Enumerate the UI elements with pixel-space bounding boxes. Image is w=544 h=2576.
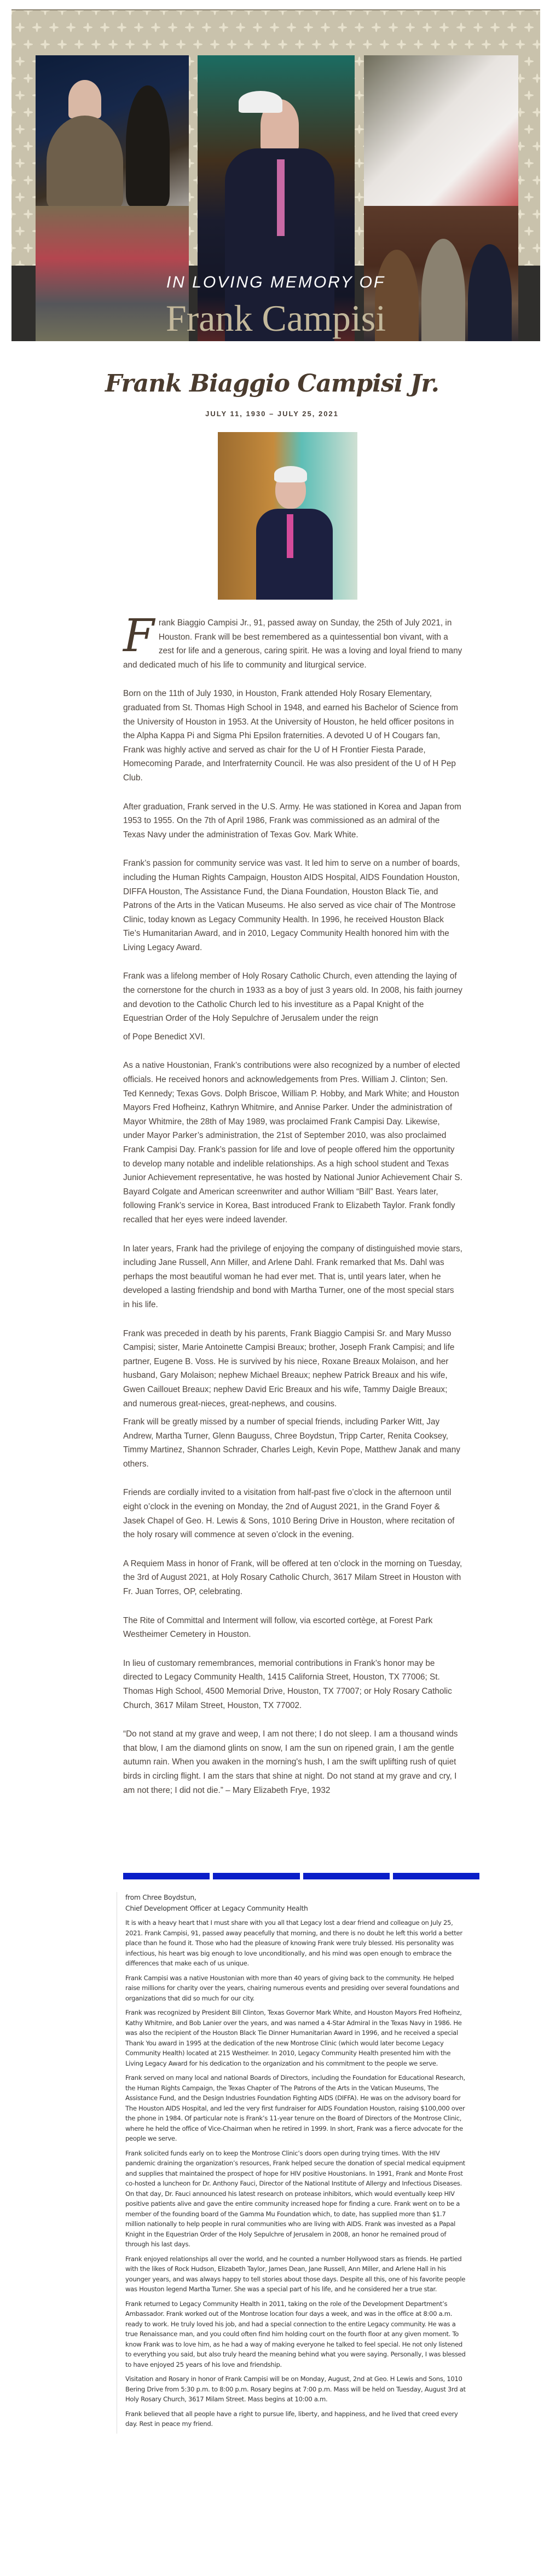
portrait-hair <box>274 466 307 482</box>
drop-cap: F <box>123 610 154 662</box>
life-dates: JULY 11, 1930 – JULY 25, 2021 <box>205 410 339 418</box>
letter-paragraph: It is with a heavy heart that I must share with you all that Legacy lost a dear friend and colleague on July 25, 2021. Frank Campisi, 91, passed away peacefully that morning, and there is no doubt he left this world a better place than he found it. Those who had the pleasure of knowing Frank were truly blessed. His personality was infectious, his heart was big enough to love unconditionally, and his mind was open enough to embrace the differences that make each of us unique. <box>125 1919 462 1967</box>
letter-paragraph: Frank Campisi was a native Houstonian with more than 40 years of giving back to the community. He helped raise millions for charity over the years, chairing numerous events and presiding over several foundations and organizations that did so much for our city. <box>125 1974 459 2002</box>
photo-birthday <box>364 55 518 206</box>
obit-paragraph: The Rite of Committal and Interment will follow, via escorted cortège, at Forest Park Westheimer Cemetery in Houston. <box>123 1615 433 1640</box>
person-hair <box>239 91 282 113</box>
letter-paragraph: Frank returned to Legacy Community Health in 2011, taking on the role of the Development Department’s Ambassador. Frank worked out of the Montrose location four days a week, and was in the office at 8:00 a.m. ready to work. He truly loved his job, and had a special connection to the entire Legacy community. He was a true Renaissance man, and you could often find him holding court on the fourth floor at any given moment. To know Frank was to love him, as he had a way of making everyone he talked to feel special. He not only listened to everything you said, but also truly heard the meaning behind what you were saying. Personally, I was blessed to have enjoyed 25 years of his love and friendship. <box>125 2299 466 2368</box>
banner-name: Frank Campisi <box>165 297 386 339</box>
person-dress <box>126 85 170 206</box>
obit-paragraph: A Requiem Mass in honor of Frank, will be offered at ten o’clock in the morning on Tuesday, the 3rd of August 2021, at Holy Rosary Catholic Church, 3617 Milam Street in Houston with Fr. Juan Torres, OP, celebrating. <box>123 1559 462 1597</box>
full-name-title: Frank Biaggio Campisi Jr. <box>105 370 439 398</box>
letter-from-title: Chief Development Officer at Legacy Community Health <box>125 1904 308 1912</box>
obit-paragraph: Friends are cordially invited to a visitation from half-past five o’clock in the afternoon until eight o’clock in the evening on Monday, the 2nd of August 2021, in the Grand Foyer & Jasek Chapel of Geo. H. Lewis & Sons, 1010 Bering Drive in Houston, where recitation of the holy rosary will commence at seven o’clock in the evening. <box>123 1488 455 1540</box>
obit-paragraph: In lieu of customary remembrances, memorial contributions in Frank’s honor may be directed to Legacy Community Health, 1415 California Street, Houston, TX 77006; St. Thomas High School, 4500 Memorial Drive, Houston, TX 77007; or Holy Rosary Catholic Church, 3617 Milam Street, Houston, TX 77002. <box>123 1658 452 1710</box>
divider-segment <box>123 1873 210 1879</box>
photo-award-ceremony <box>36 55 189 206</box>
divider-segment <box>213 1873 299 1879</box>
memorial-banner <box>11 9 540 341</box>
obit-paragraph: In later years, Frank had the privilege of enjoying the company of distinguished movie stars, including Jane Russell, Ann Miller, and Arlene Dahl. Frank remarked that Ms. Dahl was perhaps the most beautiful woman he had ever met. That is, until years later, when he developed a lasting friendship and bond with Martha Turner, one of the most special stars in his life. <box>123 1244 462 1309</box>
obit-paragraph: Frank will be greatly missed by a number of special friends, including Parker Witt, Jay Andrew, Martha Turner, Glenn Bauguss, Chree Boydstun, Tripp Carter, Renita Cooksey, Timmy Martinez, Shannon Schrader, Charles Leigh, Kevin Pope, Matthew Janak and many others. <box>123 1417 460 1469</box>
letter-author <box>125 1892 467 1913</box>
obit-paragraph-text: rank Biaggio Campisi Jr., 91, passed away on Sunday, the 25th of July 2021, in Houston. Frank will be best remembered as a quintessential bon vivant, with a zest for life and a generous, caring spirit. He was a loving and loyal friend to many and dedicated much of his life to community and liturgical service. <box>123 618 462 670</box>
tribute-letter <box>117 1892 467 2434</box>
pink-tie <box>277 159 285 236</box>
obit-paragraph: Frank’s passion for community service was vast. It led him to serve on a number of boards, including the Human Rights Campaign, Houston AIDS Hospital, AIDS Foundation Houston, DIFFA Houston, The Assistance Fund, the Diana Foundation, Houston Black Tie, and Patrons of the Arts in the Vatican Museums. He also served as vice chair of The Montrose Clinic, today known as Legacy Community Health. In 1996, he received Houston Black Tie’s Humanitarian Award, and in 2010, Legacy Community Health honored him with the Living Legacy Award. <box>123 859 460 952</box>
portrait-tie <box>287 514 293 558</box>
letter-from-name: from Chree Boydstun, <box>125 1893 196 1901</box>
portrait-suit <box>256 509 333 600</box>
obit-paragraph: As a native Houstonian, Frank’s contributions were also recognized by a number of elected officials. He received honors and acknowledgements from Pres. William J. Clinton; Sen. Ted Kennedy; Texas Govs. Dolph Briscoe, William P. Hobby, and Mark White; and Houston Mayors Fred Hofheinz, Kathryn Whitmire, and Annise Parker. Under the administration of Mayor Whitmire, the 28th of May 1989, was proclaimed Frank Campisi Day. Likewise, under Mayor Parker’s administration, the 21st of September 2010, was also proclaimed Frank Campisi Day. Frank’s passion for life and love of people offered him the opportunity to develop many notable and indelible relationships. As a high school student and Texas Junior Achievement representative, he was hosted by National Junior Achievement Chair S. Bayard Colgate and American screenwriter and author William “Bill” Bast. Years later, following Frank’s service in Korea, Bast introduced Frank to Elizabeth Taylor. Frank fondly recalled that her eyes were indeed lavender. <box>123 1061 462 1224</box>
obit-paragraph: Frank was preceded in death by his parents, Frank Biaggio Campisi Sr. and Mary Musso Campisi; sister, Marie Antoinette Campisi Breaux; brother, Joseph Frank Campisi; and life partner, Eugene B. Voss. He is survived by his niece, Roxane Breaux Molaison, and her husband, Gary Molaison; nephew Michael Breaux; nephew Patrick Breaux and his wife, Gwen Caillouet Breaux; nephew David Eric Breaux and his wife, Tammy Daigle Breaux; and numerous great-nieces, great-nephews, and cousins. <box>123 1329 455 1408</box>
obituary-body <box>123 610 462 1812</box>
obit-paragraph: Frank was a lifelong member of Holy Rosary Catholic Church, even attending the laying of the cornerstone for the church in 1933 as a boy of just 3 years old. In 2008, his faith journey and devotion to the Catholic Church led to his investiture as a Papal Knight of the Equestrian Order of the Holy Sepulchre of Jerusalem under the reign <box>123 971 462 1024</box>
person-suit <box>47 116 123 206</box>
letter-paragraph: Frank enjoyed relationships all over the world, and he counted a number Hollywood stars as friends. He partied with the likes of Rock Hudson, Elizabeth Taylor, James Dean, Jane Russell, Ann Miller, and Arlene Hall in his younger years, and was always happy to tell stories about those days. Despite all this, one of his favorite people was Houston legend Martha Turner. She was a special part of his life, and he considered her a true star. <box>125 2255 466 2293</box>
portrait-photo <box>218 432 357 600</box>
divider-segment <box>303 1873 390 1879</box>
obit-paragraph <box>123 610 462 672</box>
in-loving-memory-heading: IN LOVING MEMORY OF <box>166 273 386 291</box>
letter-paragraph: Frank solicited funds early on to keep the Montrose Clinic’s doors open during trying times. With the HIV pandemic draining the organization’s resources, Frank helped secure the donation of special medical equipment and supplies that maintained the prospect of hope for HIV positive Houstonians. In 1991, Frank and Monte Frost co-hosted a luncheon for Dr. Anthony Fauci, Director of the National Institute of Allergy and Infectious Diseases. On that day, Dr. Fauci announced his latest research on protease inhibitors, which would eventually keep HIV positive patients alive and gave the entire community increased hope for finding a cure. Frank went on to be a member of the founding board of the Gamma Mu Foundation which, to date, has supplied more than $1.7 million nationally to help people in rural communities who are living with AIDS. Frank was invested as a Papal Knight in the Equestrian Order of the Holy Sepulchre of Jerusalem in 2008, an honor he remained proud of through his last days. <box>125 2149 465 2248</box>
letter-paragraph: Frank believed that all people have a right to pursue life, liberty, and happiness, and he lived that creed every day. Rest in peace my friend. <box>125 2410 458 2428</box>
obit-paragraph: of Pope Benedict XVI. <box>123 1032 205 1042</box>
letter-paragraph: Frank served on many local and national Boards of Directors, including the Foundation for Educational Research, the Human Rights Campaign, the Texas Chapter of The Patrons of the Arts in the Vatican Museums, The Assistance Fund, and the Design Industries Foundation Fighting AIDS (DIFFA). He was on the advisory board for The Houston AIDS Hospital, and led the very first fundraiser for AIDS Foundation Houston, raising $100,000 over the phone in 1984. Of particular note is Frank’s 11-year tenure on the Board of Directors of the Montrose Clinic, where he held the office of Vice-Chairman when he retired in 1999. In short, Frank was a fierce advocate for the people we serve. <box>125 2074 465 2142</box>
section-divider <box>123 1873 479 1879</box>
divider-segment <box>393 1873 479 1879</box>
obit-paragraph: After graduation, Frank served in the U.S. Army. He was stationed in Korea and Japan from 1953 to 1955. On the 7th of April 1986, Frank was commissioned as an admiral of the Texas Navy under the administration of Texas Gov. Mark White. <box>123 802 461 840</box>
person-figure <box>68 80 101 118</box>
letter-paragraph: Frank was recognized by President Bill Clinton, Texas Governor Mark White, and Houston Mayors Fred Hofheinz, Kathy Whitmire, and Bob Lanier over the years, and was named a 4-Star Admiral in the Texas Navy in 1986. He was also the recipient of the Houston Black Tie Dinner Humanitarian Award in 1996, and he received a special Thank You award in 1995 at the dedication of the new Montrose Clinic (which would later become Legacy Community Health) located at 215 Westheimer. In 2010, Legacy Community Health presented him with the Living Legacy Award for his dedication to the organization and his commitment to the people we serve. <box>125 2009 462 2067</box>
memorial-poem-quote: “Do not stand at my grave and weep, I am not there; I do not sleep. I am a thousand winds that blow, I am the diamond glints on snow, I am the sun on ripened grain, I am the gentle autumn rain. When you awaken in the morning's hush, I am the swift uplifting rush of quiet birds in circling flight. I am the stars that shine at night. Do not stand at my grave and cry, I am not there; I did not die.” – Mary Elizabeth Frye, 1932 <box>123 1729 458 1795</box>
obit-paragraph: Born on the 11th of July 1930, in Houston, Frank attended Holy Rosary Elementary, graduated from St. Thomas High School in 1948, and earned his Bachelor of Science from the University of Houston in 1953. At the University of Houston, he held officer positons in the Alpha Kappa Pi and Sigma Phi Epsilon fraternities. A devoted U of H Cougars fan, Frank was highly active and served as chair for the U of H Frontier Fiesta Parade, Homecoming Parade, and Interfraternity Council. He was also president of the U of H Pep Club. <box>123 689 458 783</box>
letter-paragraph: Visitation and Rosary in honor of Frank Campisi will be on Monday, August, 2nd at Geo. H Lewis and Sons, 1010 Bering Drive from 5:30 p.m. to 8:00 p.m. Rosary begins at 7:00 p.m. Mass will be held on Tuesday, August 3rd at Holy Rosary Church, 3617 Milam Street. Mass begins at 10:00 a.m. <box>125 2375 466 2403</box>
